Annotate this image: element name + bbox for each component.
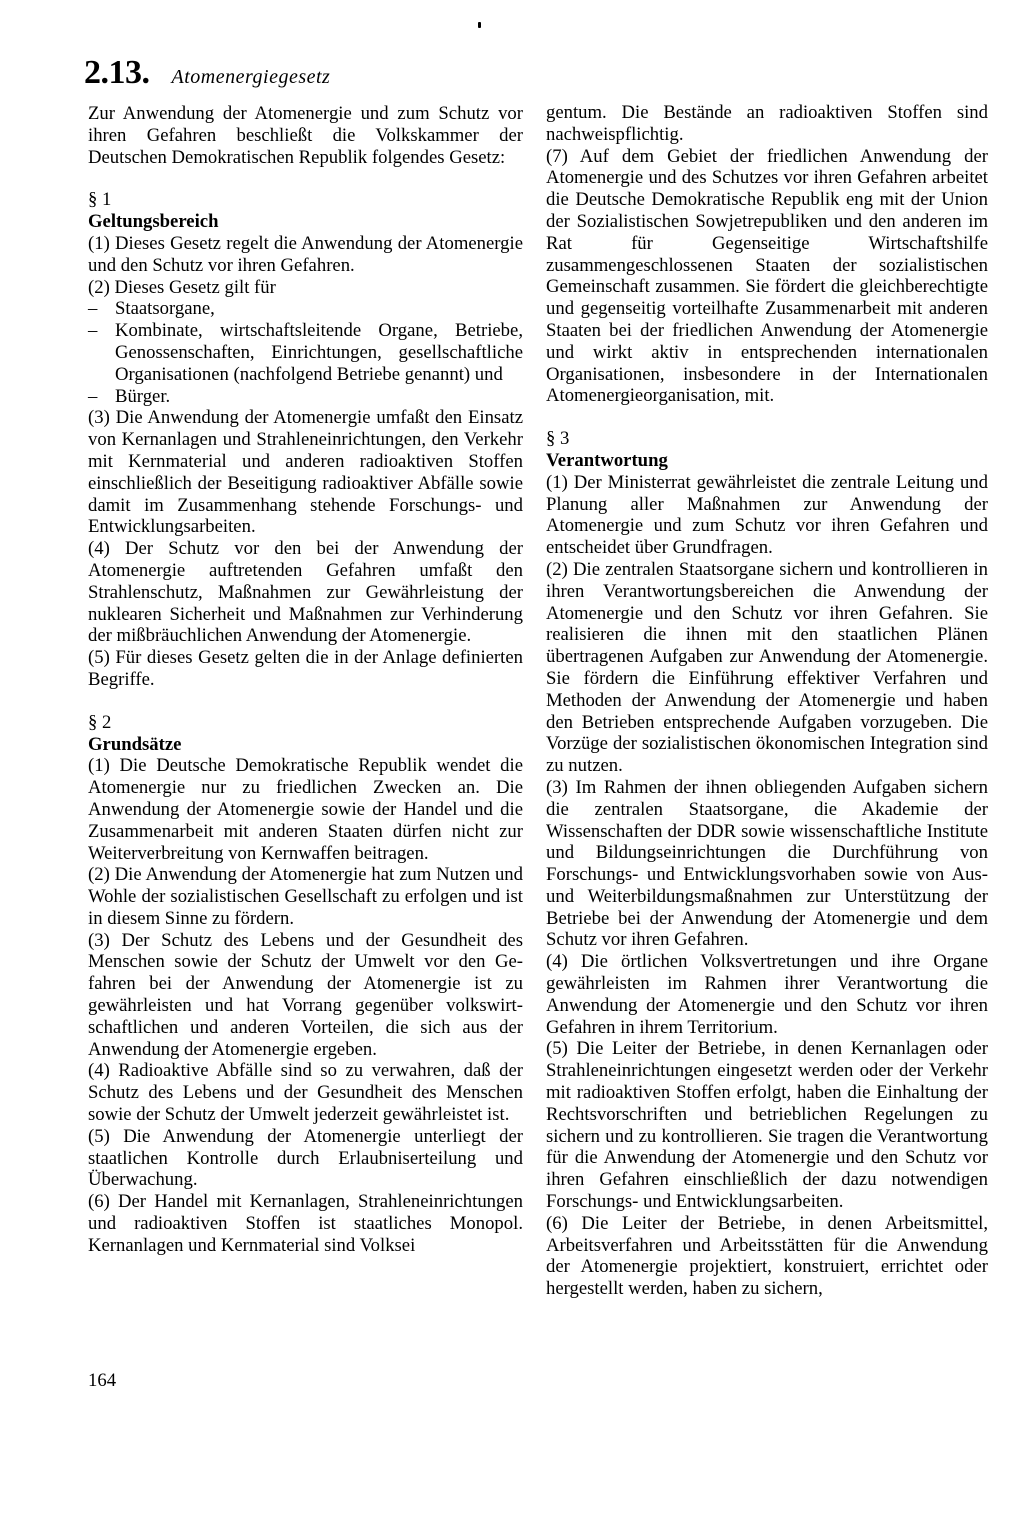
paragraph-1-block xyxy=(88,189,523,690)
left-column xyxy=(88,103,523,1257)
continued-clause: gentum. Die Bestände an radioaktiven Stoffen sind nachweispflichtig. xyxy=(546,102,988,145)
paragraph-mark: § 3 xyxy=(546,428,570,450)
section-title: Atomenergiegesetz xyxy=(171,66,331,88)
section-number: 2.13. xyxy=(84,54,150,91)
clause: (4) Der Schutz vor den bei der Anwendung der Atomenergie auftretenden Gefahren umfaßt den Strahlenschutz, Maßnahmen zur Gewährleistung der nuklearen Sicherheit und Maßnahmen zur Verhinderung der mißbräuchlichen Anwendung der Atomenergie. xyxy=(88,538,523,647)
list-item: – Kombinate, wirtschaftsleitende Organe, Betriebe, Genossenschaften, Einrichtungen, gesellschaftliche Organisationen (nachfolgend Betriebe genannt) und xyxy=(88,320,523,385)
paragraph-3-block xyxy=(546,428,988,1300)
clause: (7) Auf dem Gebiet der friedlichen Anwendung der Atomenergie und des Schutzes vor ihren Gefahren arbeitet die Deutsche Demokratische Republik eng mit der Union der Sozialistischen Sowjetrepubliken und den anderen im Rat für Gegenseitige Wirtschaftshilfe zusammengeschlossenen Staaten der sozialistischen Gemeinschaft zusammen. Sie fördert die gleichberechtigte und gegenseitig vorteilhafte Zusammenarbeit mit anderen Staaten bei der friedlichen Anwendung der Atomenergie und wirkt aktiv in entsprechenden internationalen Organisationen, insbesondere in der Internationalen Atomenergieorganisation, mit. xyxy=(546,145,988,407)
list-item: – Staatsorgane, xyxy=(88,298,523,320)
page-number: 164 xyxy=(88,1370,117,1391)
clause: (2) Dieses Gesetz gilt für xyxy=(88,276,276,298)
paragraph-title: Grundsätze xyxy=(88,733,182,755)
paragraph-mark: § 1 xyxy=(88,189,112,211)
clause: (2) Die zentralen Staatsorgane sichern und kontrollieren in ihren Verantwortungsbereichen die Anwendung der Atomenergie und den Schutz vor ihren Gefahren. Sie realisieren die ihnen mit den staatlichen Plänen übertragenen Aufgaben zur Anwendung der Atomenergie. Sie fördern die Einführung effektiver Verfahren und Methoden der Anwendung der Atomenergie und haben den Betrieben entsprechende Aufgaben vorzugeben. Die Vorzüge der sozialistischen ökonomischen Integration sind zu nutzen. xyxy=(546,558,988,777)
paragraph-2-block xyxy=(88,712,523,1257)
paragraph-title: Verantwortung xyxy=(546,449,668,471)
scope-list xyxy=(88,298,523,407)
clause: (1) Dieses Gesetz regelt die Anwendung der Atomenergie und den Schutz vor ihren Gefahren. xyxy=(88,232,523,276)
clause: (4) Radioaktive Abfälle sind so zu verwahren, daß der Schutz des Lebens und der Gesundheit des Menschen sowie der Schutz der Umwelt jederzeit gewährleistet ist. xyxy=(88,1060,523,1126)
section-heading xyxy=(84,54,330,92)
paragraph-mark: § 2 xyxy=(88,711,112,733)
intro-paragraph: Zur Anwendung der Atomenergie und zum Schutz vor ihren Gefahren beschließt die Volkskammer der Deutschen Demokratischen Republik folgendes Gesetz: xyxy=(88,103,523,168)
clause: (3) Der Schutz des Lebens und der Gesundheit des Menschen sowie der Schutz der Umwelt vor den Gefahren bei der Anwendung der Atomenergie ist zu gewährleisten und hat Vorrang gegenüber volkswirtschaftlichen und anderen Vorteilen, die sich aus der Anwendung der Atomenergie ergeben. xyxy=(88,929,523,1060)
clause: (5) Die Anwendung der Atomenergie unterliegt der staatlichen Kontrolle durch Erlaubniserteilung und Überwachung. xyxy=(88,1125,523,1191)
clause: (5) Die Leiter der Betriebe, in denen Kernanlagen oder Strahleneinrichtungen eingesetzt werden oder der Verkehr mit radioaktiven Stoffen erfolgt, haben die Einhaltung der Rechtsvorschriften und betrieblichen Regelungen zu sichern und zu kontrollieren. Sie tragen die Verantwortung für die Anwendung der Atomenergie und den Schutz vor ihren Gefahren einschließlich der dazu notwendigen Forschungs- und Entwicklungsarbeiten. xyxy=(546,1038,988,1213)
clause: (3) Die Anwendung der Atomenergie umfaßt den Einsatz von Kernanlagen und Strahleneinrichtungen, den Verkehr mit Kernmaterial und anderen radioaktiven Stoffen einschließlich der Beseitigung radioaktiver Abfälle sowie damit im Zusammenhang stehende Forschungs- und Entwicklungsarbeiten. xyxy=(88,407,523,538)
clause: (5) Für dieses Gesetz gelten die in der Anlage definierten Begriffe. xyxy=(88,647,523,690)
clause: (1) Die Deutsche Demokratische Republik wendet die Atomenergie nur zu friedlichen Zwecken an. Die Anwendung der Atomenergie sowie der Handel und die Zusammenarbeit mit anderen Staaten dürfen nicht zur Weiterverbreitung von Kernwaffen beitragen. xyxy=(88,755,523,864)
clause: (4) Die örtlichen Volksvertretungen und ihre Organe gewährleisten im Rahmen ihrer Verantwortung die Anwendung der Atomenergie und den Schutz vor ihren Gefahren in ihrem Territorium. xyxy=(546,951,988,1038)
clause: (6) Der Handel mit Kernanlagen, Strahleneinrichtungen und radioaktiven Stoffen ist staatliches Monopol. Kernanlagen und Kernmaterial sind Volksei xyxy=(88,1191,523,1256)
clause: (6) Die Leiter der Betriebe, in denen Arbeitsmittel, Arbeitsverfahren und Arbeitsstätten für die Anwendung der Atomenergie projektiert, konstruiert, errichtet oder hergestellt werden, haben zu sichern, xyxy=(546,1212,988,1300)
top-speck xyxy=(478,22,481,28)
clause: (1) Der Ministerrat gewährleistet die zentrale Leitung und Planung aller Maßnahmen zur Anwendung der Atomenergie und zum Schutz vor ihren Gefahren und entscheidet über Grundfragen. xyxy=(546,471,988,559)
clause: (3) Im Rahmen der ihnen obliegenden Aufgaben sichern die zentralen Staatsorgane, die Akademie der Wissenschaften der DDR sowie wissenschaftliche Institute und Bildungseinrichtungen die Durchführung von Forschungs- und Entwicklungsvorhaben sowie von Aus- und Weiterbildungsmaßnahmen zur Unterstützung der Betriebe bei der Anwendung der Atomenergie und dem Schutz vor ihren Gefahren. xyxy=(546,776,988,951)
right-column xyxy=(546,102,988,1300)
paragraph-title: Geltungsbereich xyxy=(88,211,219,233)
list-item: – Bürger. xyxy=(88,386,523,408)
clause: (2) Die Anwendung der Atomenergie hat zum Nutzen und Wohle der sozialistischen Gesellschaft zu erfolgen und ist in diesem Sinne zu fördern. xyxy=(88,864,523,929)
